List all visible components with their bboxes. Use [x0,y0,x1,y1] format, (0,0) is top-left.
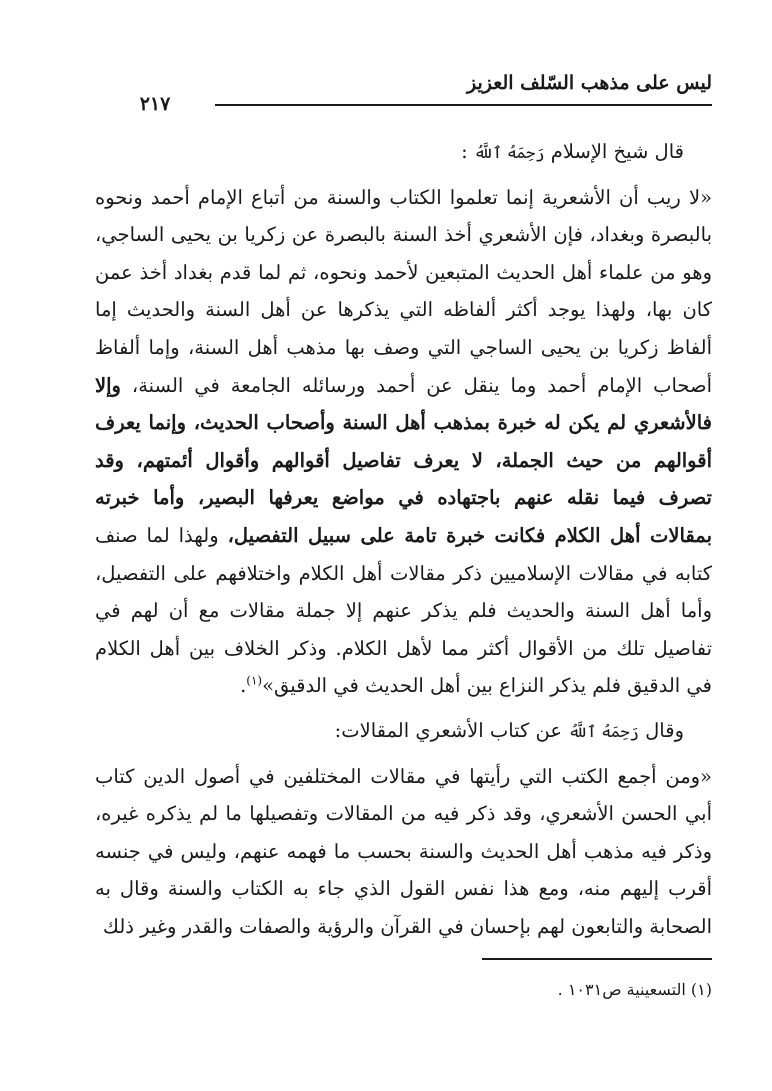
footnote-ref-1[interactable]: (١) [246,673,263,688]
transition-start: وقال [645,718,684,742]
paragraph-transition [95,712,712,751]
page-number-box [95,92,215,116]
intro-colon: : [461,140,474,163]
paragraph-quote-1 [95,179,712,705]
quote-1-tail: ولهذا لما صنف كتابه في مقالات الإسلاميين ذكر مقالات أهل الكلام واختلافهم على التفصيل، وأما أهل السنة والحديث فلم يذكر عنهم إلا جملة مقالات مع أن لهم في تفاصيل تلك من الأقوال أكثر مما لأهل الكلام. وذكر الخلاف بين أهل الكلام في الدقيق فلم يذكر النزاع بين أهل الحديث في الدقيق» [95,523,712,698]
quote-1-end: . [240,674,247,698]
quote-1-text: «لا ريب أن الأشعرية إنما تعلموا الكتاب والسنة من أتباع الإمام أحمد ونحوه بالبصرة وبغداد، فإن الأشعري أخذ السنة بالبصرة عن زكريا بن يحيى الساجي، وهو من علماء أهل الحديث المتبعين لأحمد ونحوه، ثم لما قدم بغداد أخذ عمن كان بها، ولهذا يوجد أكثر ألفاظه التي يذكرها عن أهل السنة والحديث إما ألفاظ زكريا بن يحيى الساجي التي وصف بها مذهب أهل السنة، وإما ألفاظ أصحاب الإمام أحمد وما ينقل عن أحمد ورسائله الجامعة في السنة، [95,185,712,397]
page-header [95,66,712,115]
quote-2-text: «ومن أجمع الكتب التي رأيتها في مقالات المختلفين في أصول الدين كتاب أبي الحسن الأشعري، وقد ذكر فيه من المقالات وتفصيلها ما لم يذكره غيره، وذكر فيه مذهب أهل الحديث والسنة بحسب ما فهمه عنهم، وليس في جنسه أقرب إليهم منه، ومع هذا نفس القول الذي جاء به الكتاب والسنة وقال به الصحابة والتابعون لهم بإحسان في القرآن والرؤية والصفات والقدر وغير ذلك [95,764,712,938]
intro-text: قال شيخ الإسلام [550,140,684,163]
transition-rest: عن كتاب الأشعري المقالات: [334,718,569,742]
page-number: ٢١٧ [139,93,171,115]
quote-1-bold: وإلا فالأشعري لم يكن له خبرة بمذهب أهل السنة وأصحاب الحديث، وإنما يعرف أقوالهم من حيث الجملة، لا يعرف تفاصيل أقوالهم وأقوال أئمتهم، وقد تصرف فيما نقله عنهم باجتهاده في مواضع يعرفها البصير، وأما خبرته بمقالات أهل الكلام فكانت خبرة تامة على سبيل التفصيل، [95,373,712,547]
honorific-phrase-2: رَحِمَهُ ٱللَّهُ [568,721,639,741]
paragraph-intro [95,133,712,172]
paragraph-quote-2 [95,758,712,946]
honorific-phrase: رَحِمَهُ ٱللَّهُ [473,143,545,162]
running-title: ليس على مذهب السّلف العزيز [467,72,712,94]
footnote-1: (١) التسعينية ص١٠٣١ . [557,980,712,999]
main-text [95,133,712,945]
footnote-rule [482,958,712,960]
